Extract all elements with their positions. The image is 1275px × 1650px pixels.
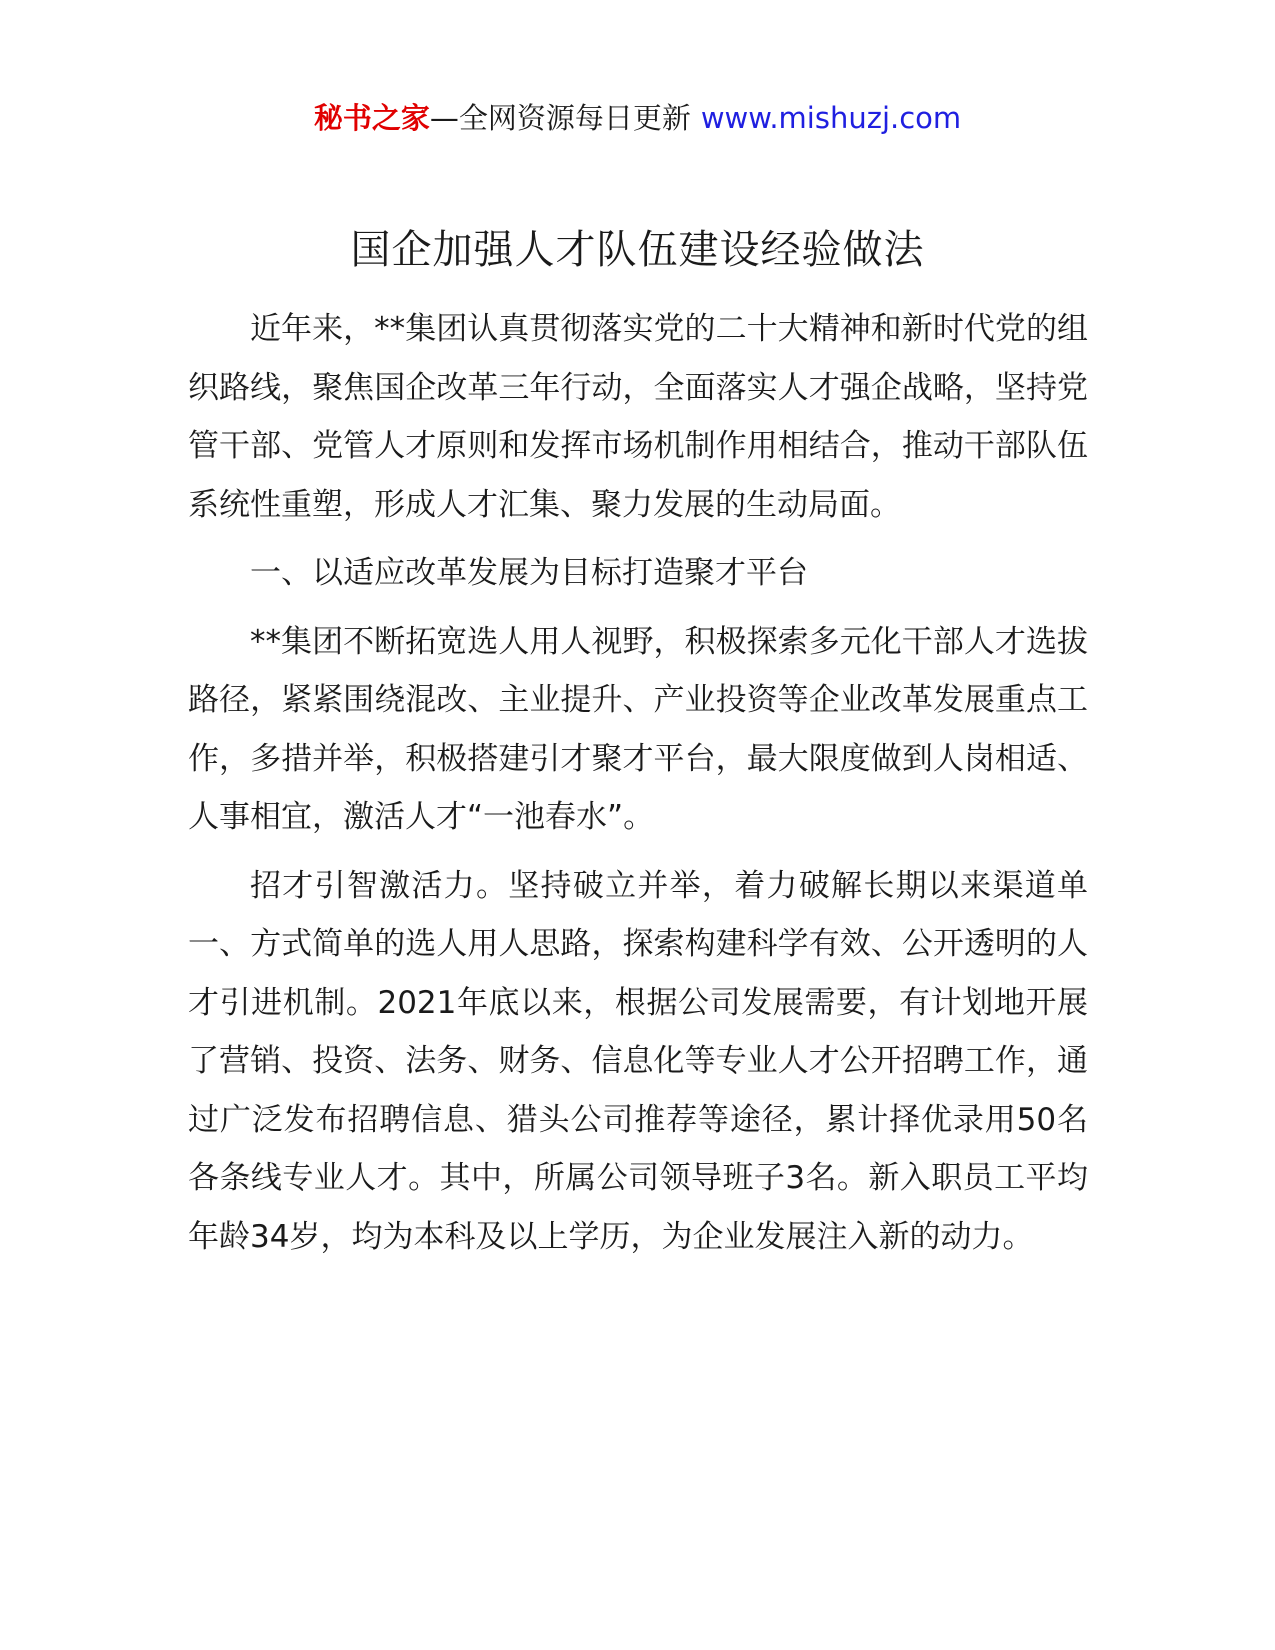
section-heading: 一、以适应改革发展为目标打造聚才平台 (250, 555, 808, 591)
section-paragraph: **集团不断拓宽选人用人视野，积极探索多元化干部人才选拔路径，紧紧围绕混改、主业提升、产业投资等企业改革发展重点工作，多措并举，积极搭建引才聚才平台，最大限度做到人岗相适、人事相宜，激活人才“一池春水”。 (188, 623, 1088, 835)
document-title: 国企加强人才队伍建设经验做法 (350, 227, 925, 273)
site-header (0, 98, 1275, 138)
site-url-link[interactable]: www.mishuzj.com (700, 101, 962, 135)
brand-name: 秘书之家 (313, 101, 430, 135)
document-body (188, 300, 1088, 1276)
intro-paragraph: 近年来，**集团认真贯彻落实党的二十大精神和新时代党的组织路线，聚焦国企改革三年行动，全面落实人才强企战略，坚持党管干部、党管人才原则和发挥市场机制作用相结合，推动干部队伍系统性重塑，形成人才汇集、聚力发展的生动局面。 (188, 311, 1088, 523)
header-tagline: —全网资源每日更新 (429, 101, 691, 135)
recruitment-paragraph: 招才引智激活力。坚持破立并举，着力破解长期以来渠道单一、方式简单的选人用人思路，探索构建科学有效、公开透明的人才引进机制。2021年底以来，根据公司发展需要，有计划地开展了营销、投资、法务、财务、信息化等专业人才公开招聘工作，通过广泛发布招聘信息、猎头公司推荐等途径，累计择优录用50名各条线专业人才。其中，所属公司领导班子3名。新入职员工平均年龄34岁，均为本科及以上学历，为企业发展注入新的动力。 (188, 867, 1088, 1255)
